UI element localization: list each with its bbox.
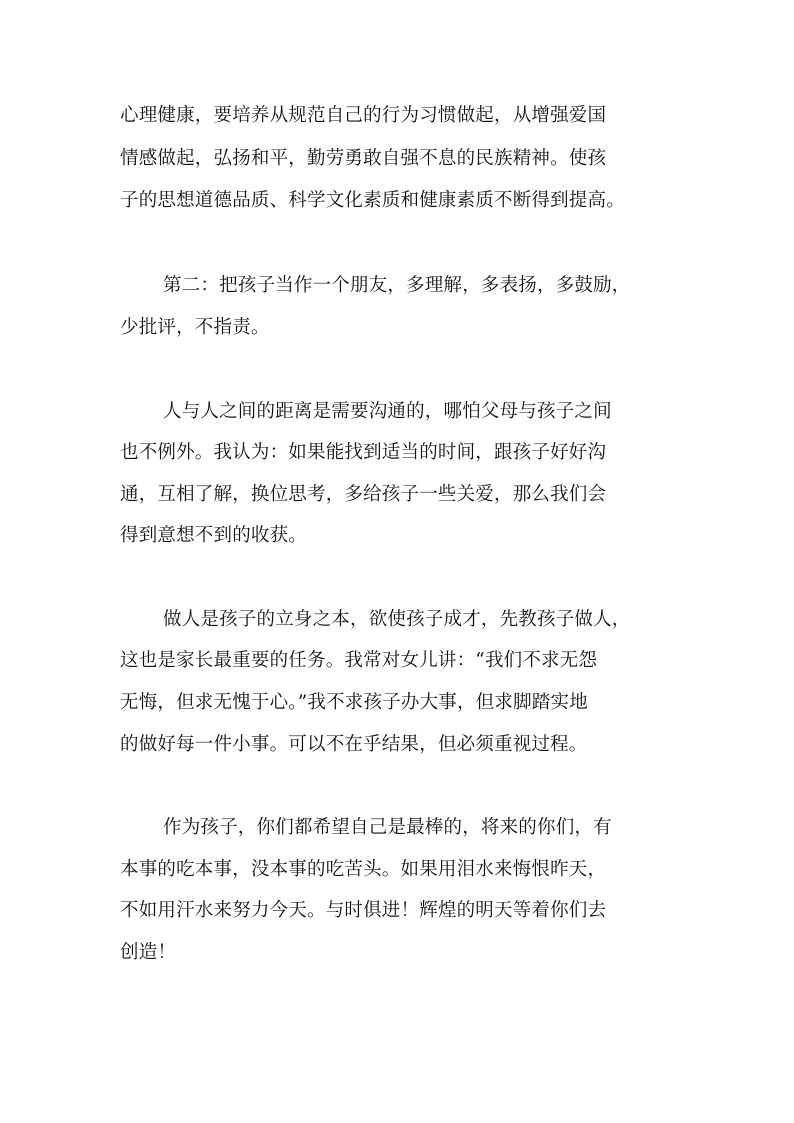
text-line: 第二：把孩子当作一个朋友，多理解，多表扬，多鼓励， bbox=[163, 275, 631, 296]
text-line: 作为孩子，你们都希望自己是最棒的，将来的你们，有 bbox=[163, 817, 612, 838]
text-line: 子的思想道德品质、科学文化素质和健康素质不断得到提高。 bbox=[120, 190, 625, 211]
text-line: 的做好每一件小事。可以不在乎结果，但必须重视过程。 bbox=[120, 734, 588, 755]
text-line: 通，互相了解，换位思考，多给孩子一些关爱，那么我们会 bbox=[120, 484, 607, 505]
text-line: 这也是家长最重要的任务。我常对女儿讲：“我们不求无怨 bbox=[120, 650, 598, 671]
text-line: 本事的吃本事，没本事的吃苦头。如果用泪水来悔恨昨天， bbox=[120, 859, 607, 880]
text-line: 人与人之间的距离是需要沟通的，哪怕父母与孩子之间 bbox=[163, 401, 612, 422]
text-line: 得到意想不到的收获。 bbox=[120, 525, 308, 546]
text-line: 不如用汗水来努力今天。与时俱进！辉煌的明天等着你们去 bbox=[120, 900, 607, 921]
text-line: 也不例外。我认为：如果能找到适当的时间，跟孩子好好沟 bbox=[120, 442, 607, 463]
text-line: 无悔，但求无愧于心。”我不求孩子办大事，但求脚踏实地 bbox=[120, 692, 588, 713]
text-line: 创造！ bbox=[120, 942, 177, 963]
text-line: 少批评，不指责。 bbox=[120, 317, 270, 338]
text-line: 做人是孩子的立身之本，欲使孩子成才，先教孩子做人， bbox=[163, 609, 631, 630]
text-line: 心理健康，要培养从规范自己的行为习惯做起，从增强爱国 bbox=[120, 105, 607, 126]
text-line: 情感做起，弘扬和平，勤劳勇敢自强不息的民族精神。使孩 bbox=[120, 148, 607, 169]
